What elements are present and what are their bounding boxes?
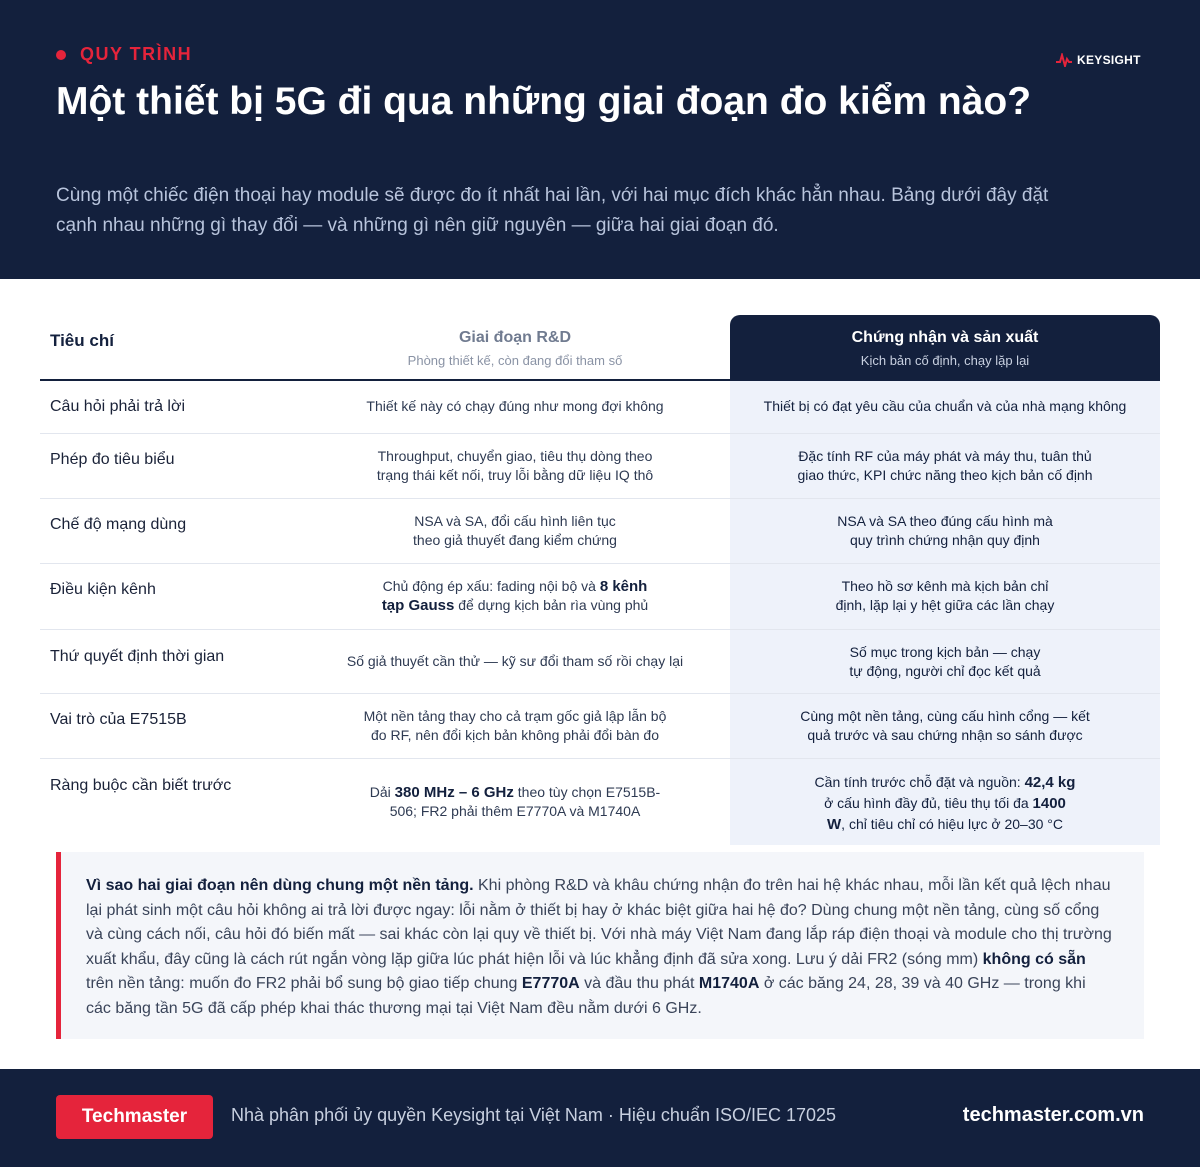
cert-line: quả trước và sau chứng nhận so sánh được xyxy=(807,727,1083,743)
page-title: Một thiết bị 5G đi qua những giai đoạn đo kiểm nào? xyxy=(56,80,1032,123)
brand-name: KEYSIGHT xyxy=(1077,53,1141,67)
rd-line xyxy=(340,577,690,596)
rd-line: đo RF, nên đổi kịch bản không phải đổi bàn đo xyxy=(371,727,659,743)
row-rd-cell xyxy=(340,512,690,550)
rd-line xyxy=(340,783,690,802)
column-rd-subtitle: Phòng thiết kế, còn đang đổi tham số xyxy=(407,353,623,368)
rd-line: Số giả thuyết cần thử — kỹ sư đổi tham số rồi chạy lại xyxy=(346,653,684,669)
row-cert-cell xyxy=(740,447,1150,485)
rd-text: Chủ động ép xấu: fading nội bộ và xyxy=(382,578,600,594)
row-criterion: Thứ quyết định thời gian xyxy=(50,648,225,665)
cert-line: Cùng một nền tảng, cùng cấu hình cổng — kết xyxy=(800,708,1090,724)
rd-highlight: 8 kênh xyxy=(599,578,648,595)
table-row xyxy=(40,434,1160,499)
row-cert-cell xyxy=(740,397,1150,416)
eyebrow xyxy=(56,44,192,65)
table-row xyxy=(40,759,1160,845)
keysight-wave-icon xyxy=(1056,53,1072,67)
table-row xyxy=(40,630,1160,694)
cert-line: Theo hồ sơ kênh mà kịch bản chỉ xyxy=(841,578,1049,594)
cert-highlight: W xyxy=(827,816,842,833)
row-cert-cell xyxy=(740,707,1150,745)
row-rd-cell xyxy=(340,397,690,416)
rd-line: 506; FR2 phải thêm E7770A và M1740A xyxy=(389,803,641,819)
row-criterion: Chế độ mạng dùng xyxy=(50,516,187,533)
cert-line xyxy=(740,793,1150,814)
rd-line: Thiết kế này có chạy đúng như mong đợi không xyxy=(366,398,664,414)
row-cert-cell xyxy=(740,512,1150,550)
cert-line: NSA và SA theo đúng cấu hình mà xyxy=(837,513,1053,529)
cert-text: , chỉ tiêu chỉ có hiệu lực ở 20–30 °C xyxy=(841,816,1063,832)
row-cert-cell xyxy=(740,577,1150,615)
row-cert-cell xyxy=(740,772,1150,835)
header-banner xyxy=(0,0,1200,279)
row-rd-cell xyxy=(340,577,690,615)
cert-highlight: 42,4 kg xyxy=(1024,774,1076,791)
rd-highlight: tạp Gauss xyxy=(381,597,455,614)
note-text: và đầu thu phát xyxy=(579,975,699,993)
rd-highlight: 380 MHz – 6 GHz xyxy=(394,784,514,801)
cert-text: Cần tính trước chỗ đặt và nguồn: xyxy=(814,774,1025,790)
rd-line: theo giả thuyết đang kiểm chứng xyxy=(413,532,617,548)
cert-highlight: 1400 xyxy=(1032,795,1066,812)
row-rd-cell xyxy=(340,783,690,821)
note-text: Khi phòng R&D và khâu chứng nhận đo trên hai hệ khác nhau, mỗi lần kết quả lệch nhau lại phát sinh một câu hỏi không ai trả lời được ngay: lỗi nằm ở thiết bị hay ở khác biệt giữa hai hệ đo? Dùng chung một nền tảng, cùng số cổng và cùng cách nối, câu hỏi đó biến mất — sai khác còn lại quy về thiết bị. Với nhà máy Việt Nam đang lắp ráp điện thoại và module cho thị trường xuất khẩu, đây cũng là cách rút ngắn vòng lặp giữa lúc phát hiện lỗi và lúc khẳng định đã sửa xong. Lưu ý dải FR2 (sóng mm) xyxy=(86,877,1112,968)
cert-line: quy trình chứng nhận quy định xyxy=(850,532,1040,548)
column-cert-title: Chứng nhận và sản xuất xyxy=(851,329,1039,346)
red-dot-icon xyxy=(56,50,66,60)
footer-website-link[interactable]: techmaster.com.vn xyxy=(962,1104,1144,1126)
page-subtitle: Cùng một chiếc điện thoại hay module sẽ được đo ít nhất hai lần, với hai mục đích khác hẳn nhau. Bảng dưới đây đặt cạnh nhau những gì thay đổi — và những gì nên giữ nguyên — giữa hai giai đoạn đó. xyxy=(56,185,1049,236)
rd-line: trạng thái kết nối, truy lỗi bằng dữ liệu IQ thô xyxy=(376,467,654,483)
table-body xyxy=(40,381,1160,845)
cert-line: tự động, người chỉ đọc kết quả xyxy=(849,663,1041,679)
row-criterion: Ràng buộc cần biết trước xyxy=(50,777,232,794)
column-header-cert xyxy=(730,315,1160,381)
cert-line xyxy=(740,772,1150,793)
note-bold: không có sẵn xyxy=(982,950,1086,968)
note-text: ở các băng 24, 28, 39 và 40 GHz — trong khi các băng tần 5G đã cấp phép khai thác thương mại tại Việt Nam đều nằm dưới 6 GHz. xyxy=(86,975,1086,1017)
cert-line: Số mục trong kịch bản — chạy xyxy=(849,644,1041,660)
table-row xyxy=(40,694,1160,759)
techmaster-button[interactable]: Techmaster xyxy=(56,1095,213,1139)
table-row xyxy=(40,381,1160,434)
rd-text: để dựng kịch bản rìa vùng phủ xyxy=(454,597,649,613)
callout-note xyxy=(56,852,1144,1039)
cert-line: Đặc tính RF của máy phát và máy thu, tuân thủ xyxy=(798,448,1092,464)
note-bold: M1740A xyxy=(698,975,760,993)
row-rd-cell xyxy=(340,707,690,745)
rd-line: Một nền tảng thay cho cả trạm gốc giả lập lẫn bộ xyxy=(363,708,667,724)
row-criterion: Vai trò của E7515B xyxy=(50,711,187,728)
note-bold: E7770A xyxy=(521,975,580,993)
rd-line xyxy=(340,596,690,615)
cert-text: ở cấu hình đầy đủ, tiêu thụ tối đa xyxy=(824,795,1033,811)
table-row xyxy=(40,564,1160,630)
column-cert-subtitle: Kịch bản cố định, chạy lặp lại xyxy=(860,353,1030,368)
note-text: trên nền tảng: muốn đo FR2 phải bổ sung bộ giao tiếp chung xyxy=(86,975,522,993)
rd-line: NSA và SA, đổi cấu hình liên tục xyxy=(414,513,616,529)
footer-description: Nhà phân phối ủy quyền Keysight tại Việt Nam · Hiệu chuẩn ISO/IEC 17025 xyxy=(231,1105,837,1125)
row-cert-cell xyxy=(740,643,1150,681)
row-criterion: Phép đo tiêu biểu xyxy=(50,451,175,468)
column-rd-title: Giai đoạn R&D xyxy=(458,329,571,346)
footer xyxy=(0,1069,1200,1167)
cert-line: giao thức, KPI chức năng theo kịch bản cố định xyxy=(797,467,1093,483)
row-rd-cell xyxy=(340,652,690,671)
eyebrow-label: QUY TRÌNH xyxy=(80,44,193,64)
cert-line: định, lặp lại y hệt giữa các lần chạy xyxy=(835,597,1055,613)
rd-line: Throughput, chuyển giao, tiêu thụ dòng theo xyxy=(377,448,653,464)
table-row xyxy=(40,499,1160,564)
rd-text: theo tùy chọn E7515B- xyxy=(513,784,661,800)
row-criterion: Điều kiện kênh xyxy=(50,581,156,598)
comparison-table xyxy=(40,315,1160,845)
keysight-logo xyxy=(1056,53,1141,67)
row-rd-cell xyxy=(340,447,690,485)
row-criterion: Câu hỏi phải trả lời xyxy=(50,398,186,415)
cert-line: Thiết bị có đạt yêu cầu của chuẩn và của nhà mạng không xyxy=(763,398,1127,414)
cert-line xyxy=(740,814,1150,835)
rd-text: Dải xyxy=(369,784,395,800)
note-lead: Vì sao hai giai đoạn nên dùng chung một nền tảng. xyxy=(86,877,474,894)
column-header-criteria: Tiêu chí xyxy=(50,331,114,350)
column-header-rd xyxy=(340,329,690,368)
table-header xyxy=(40,315,1160,381)
